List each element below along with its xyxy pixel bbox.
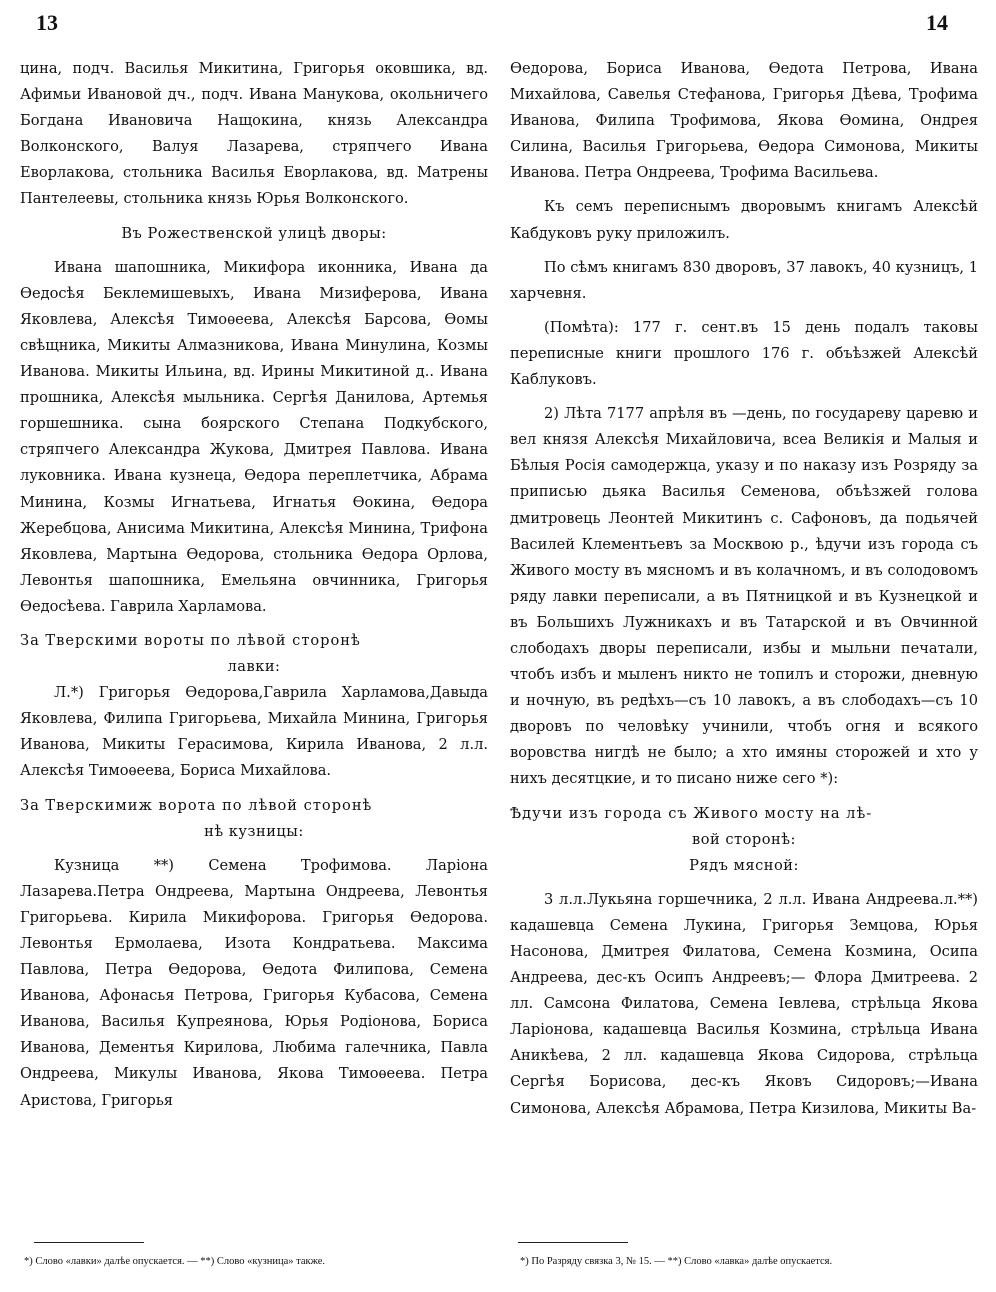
paragraph: (Помѣта): 177 г. сент.въ 15 день подалъ таковы переписные книги прошлого 176 г. объѣзжей Алексѣй Каблуковъ. [510, 318, 978, 389]
paragraph-continuation: цина, подч. Василья Микитина, Григорья оковшика, вд. Афимьи Ивановой дч., подч. Ивана Манукова, окольничего Богдана Ивановича Нащокина, князь Александра Волконского, Валуя Лазарева, стряпчего Ивана Еворлакова, стольника Василья Еворлакова, вд. Матрены Пантелеевы, стольника князь Юрья Волконского. [20, 60, 488, 208]
section-heading: За Тверскими вороты по лѣвой сторонѣ [20, 631, 361, 649]
section-subheading: нѣ кузницы: [204, 822, 304, 840]
section-subheading: вой сторонѣ: [692, 830, 796, 848]
paragraph: 3 л.л.Лукьяна горшечника, 2 л.л. Ивана Андреева.л.**) кадашевца Семена Лукина, Григорья Земцова, Юрья Насонова, Дмитрея Филатова, Семена Козмина, Осипа Андреева, дес-къ Осипъ Андреевъ;— Флора Дмитреева. 2 лл. Самсона Филатова, Семена Іевлева, стрѣльца Якова Ларіонова, кадашевца Василья Козмина, стрѣльца Ивана Аникѣева, 2 лл. кадашевца Якова Сидорова, стрѣльца Сергѣя Борисова, дес-къ Яковъ Сидоровъ;—Ивана Симонова, Алексѣя Абрамова, Петра Кизилова, Микиты Ва- [510, 890, 978, 1117]
paragraph: Л.*) Григорья Өедорова,Гаврила Харламова,Давыда Яковлева, Филипа Григорьева, Михайла Минина, Григорья Иванова, Микиты Герасимова, Кирила Иванова, 2 л.л. Алексѣя Тимоѳеева, Бориса Михайлова. [20, 684, 488, 780]
paragraph: Кузница **) Семена Трофимова. Ларіона Лазарева.Петра Ондреева, Мартына Ондреева, Левонтья Григорьева. Кирила Микифорова. Григорья Өедорова. Левонтья Ермолаева, Изота Кондратьева. Максима Павлова, Петра Өедорова, Өедота Филипова, Семена Иванова, Афонасья Петрова, Григорья Кубасова, Семена Иванова, Василья Купреянова, Юрья Родіонова, Бориса Иванова, Дементья Кирилова, Любима галечника, Павла Ондреева, Микулы Иванова, Якова Тимоѳеева. Петра Аристова, Григорья [20, 856, 488, 1109]
paragraph: Ивана шапошника, Микифора иконника, Ивана да Өедосѣя Беклемишевыхъ, Ивана Мизиферова, Ивана Яковлева, Алексѣя Тимоѳеева, Алексѣя Барсова, Өомы свѣщника, Микиты Алмазникова, Ивана Минулина, Козмы Иванова. Микиты Ильина, вд. Ирины Микитиной д.. Ивана прошника, Алексѣя мыльника. Сергѣя Данилова, Артемья горшешника. сына боярского Степана Подкубского, стряпчего Александра Жукова, Дмитрея Павлова. Ивана луковника. Ивана кузнеца, Өедора переплетчика, Абрама Минина, Козмы Игнатьева, Игнатья Өокина, Өедора Жеребцова, Анисима Микитина, Алексѣя Минина, Трифона Яковлева, Мартына Өедорова, стольника Өедора Орлова, Левонтья шапошника, Емельяна овчинника, Григорья Өедосѣева. Гаврила Харламова. [20, 258, 488, 615]
page-number-left: 13 [36, 10, 58, 35]
left-column [20, 56, 488, 1114]
row-heading: Рядъ мясной: [689, 856, 799, 874]
footnote-divider-right [518, 1242, 628, 1243]
footnote-left: *) Слово «лавки» далѣе опускается. — **) Слово «кузница» также. [24, 1256, 326, 1267]
section-heading: За Тверскимиж ворота по лѣвой сторонѣ [20, 796, 373, 814]
paragraph-continuation: Өедорова, Бориса Иванова, Өедота Петрова, Ивана Михайлова, Савелья Стефанова, Григорья Дѣева, Трофима Иванова, Филипа Трофимова, Якова Өомина, Ондрея Силина, Василья Григорьева, Өедора Симонова, Микиты Иванова. Петра Ондреева, Трофима Васильева. [510, 60, 978, 182]
footnote-divider-left [34, 1242, 144, 1243]
right-column [510, 56, 978, 1122]
page-number-right: 14 [926, 10, 948, 35]
paragraph: Къ семъ переписнымъ дворовымъ книгамъ Алексѣй Кабдуковъ руку приложилъ. [510, 198, 978, 242]
paragraph: По сѣмъ книгамъ 830 дворовъ, 37 лавокъ, 40 кузницъ, 1 харчевня. [510, 258, 978, 302]
section-heading: Ѣдучи изъ города съ Живого мосту на лѣ- [510, 804, 873, 822]
section-subheading: лавки: [227, 658, 281, 676]
footnote-right: *) По Разряду связка 3, № 15. — **) Слово «лавка» далѣе опускается. [520, 1256, 833, 1267]
paragraph: 2) Лѣта 7177 апрѣля въ —день, по государеву царевю и вел князя Алексѣя Михайловича, всеа Великія и Малыя и Бѣлыя Росія самодержца, указу и по наказу изъ Розряду за приписью дьяка Василья Семенова, объѣзжей голова дмитровець Леонтей Микитинъ с. Сафоновъ, да подьячей Василей Клементьевъ за Москвою р., ѣдучи изъ города съ Живого мосту въ мясномъ и въ колачномъ, и въ солодовомъ ряду лавки переписали, а въ Пятницкой и въ Кузнецкой и въ Большихъ Лужникахъ и въ Татарской и въ Овчинной слободахъ дворы переписали, избы и мыльни печатали, чтобъ избъ и мыленъ никто не топилъ и сторожи, дневную и ночную, въ редѣхъ—съ 10 лавокъ, а въ слободахъ—съ 10 дворовъ по человѣку учинили, чтобъ огня и всякого воровства нигдѣ не было; а хто имяны сторожей и хто у нихъ десятцкие, и то писано ниже сего *): [510, 405, 978, 788]
section-heading: Въ Рожественской улицѣ дворы: [121, 224, 387, 242]
